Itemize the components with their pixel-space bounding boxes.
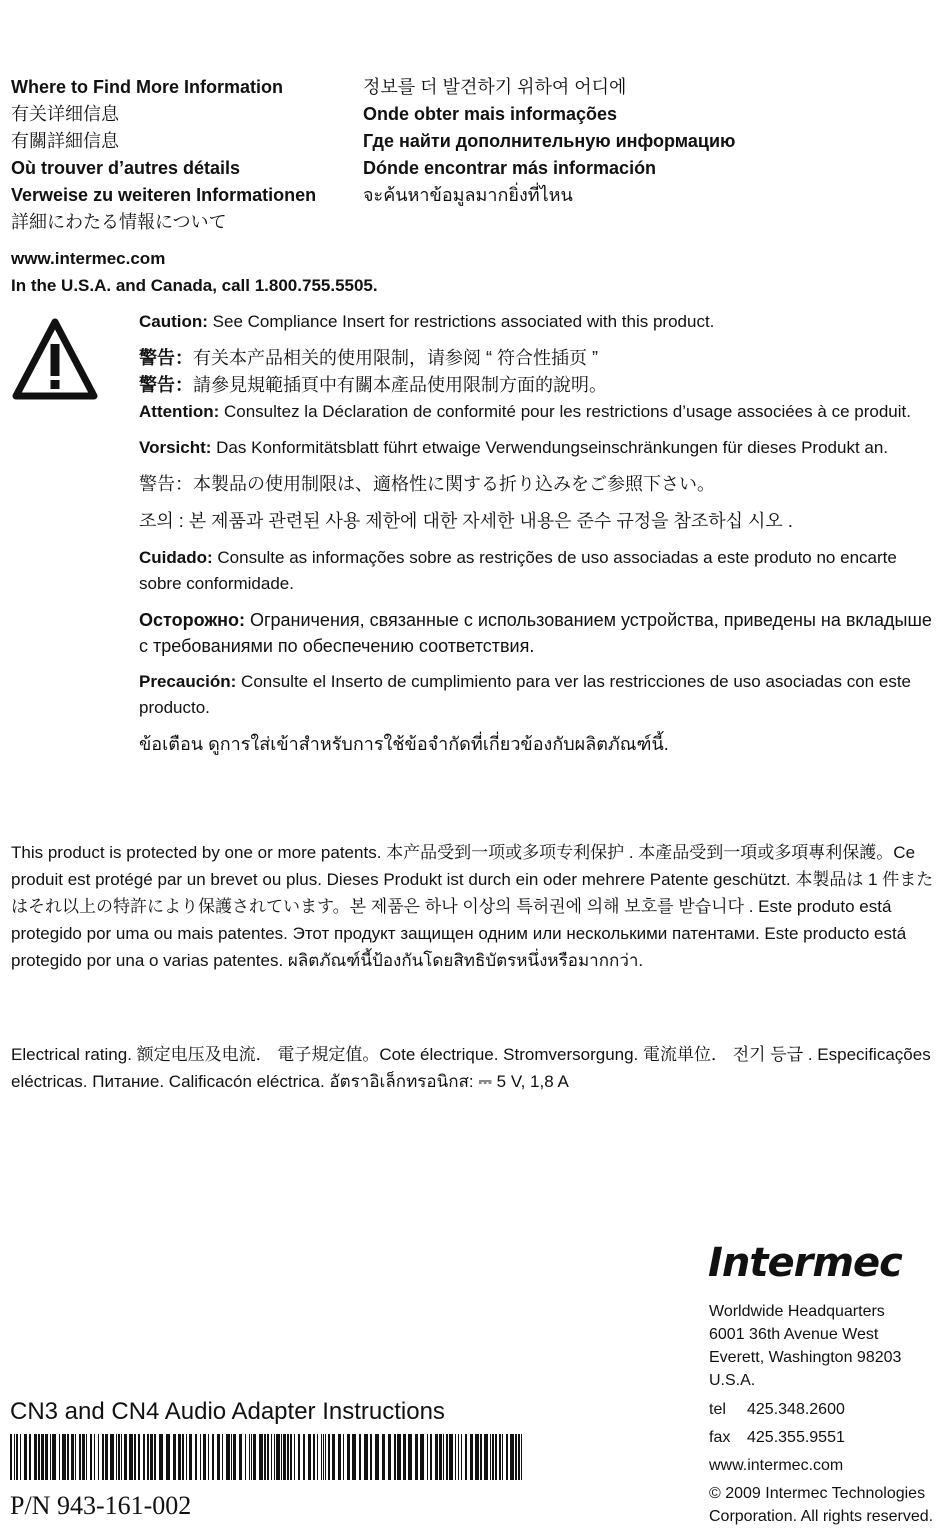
info-heading-pt: Onde obter mais informações (363, 104, 618, 124)
caution-label: Vorsicht: (139, 438, 212, 457)
barcode-bar (239, 1434, 242, 1480)
barcode-bar (110, 1434, 114, 1480)
barcode-bar (116, 1434, 117, 1480)
barcode-bar (420, 1434, 424, 1480)
barcode-bar (328, 1434, 330, 1480)
caution-zh-tw (139, 372, 944, 399)
barcode-bar (408, 1434, 412, 1480)
barcode-bar (121, 1434, 122, 1480)
barcode-bar (323, 1434, 324, 1480)
fax-label: fax (709, 1429, 731, 1446)
barcode-bar (251, 1434, 252, 1480)
barcode-bar (510, 1434, 514, 1480)
barcode-bar (461, 1434, 462, 1480)
barcode-bar (231, 1434, 232, 1480)
caution-ru (139, 607, 944, 659)
caution-text: Consulte as informações sobre as restrições de uso associadas a este produto no encarte sobre conformidade. (139, 548, 897, 593)
caution-text: 警告：本製品の使用制限は、適格性に関する折り込みをご参照下さい。 (139, 474, 715, 494)
patents-notice: This product is protected by one or more patents. 本产品受到一项或多项专利保护 . 本產品受到一項或多項專利保護。Ce produit est protégé par un brevet ou plus. Dieses Produkt ist durch ein oder mehrere Patente geschützt. 本製品は 1 件またはそれ以上の特許により保護されています。본 제품은 하나 이상의 특허권에 의해 보호를 받습니다 . Este produto está protegido por uma ou mais patentes. Этот продукт защищен одним или несколькими патентами. Este producto está protegido por una o varias patentes. ผลิตภัณฑ์นี้ป้องกันโดยสิทธิบัตรหนึ่งหรือมากกว่า. (11, 843, 934, 970)
barcode-bar (124, 1434, 127, 1480)
caution-text: 有关本产品相关的使用限制，请参阅 “ 符合性插页 ” (193, 348, 598, 368)
info-heading-es: Dónde encontrar más información (363, 158, 657, 178)
fax-number: 425.355.9551 (747, 1429, 845, 1446)
caution-th (139, 731, 944, 758)
caution-label: Caution: (139, 312, 208, 331)
barcode-bar (264, 1434, 266, 1480)
barcode-bar (443, 1434, 444, 1480)
barcode-bar (502, 1434, 503, 1480)
barcode-bar (20, 1434, 21, 1480)
barcode-bar (352, 1434, 356, 1480)
caution-es (139, 669, 944, 721)
barcode-bar (382, 1434, 385, 1480)
barcode-bar (62, 1434, 66, 1480)
barcode-bar (449, 1434, 453, 1480)
barcode-bar (495, 1434, 497, 1480)
caution-text: 조의 : 본 제품과 관련된 사용 제한에 대한 자세한 내용은 준수 규정을 참조하십 시오 . (139, 511, 793, 531)
phone-line: In the U.S.A. and Canada, call 1.800.755.5505. (11, 276, 378, 295)
barcode-bar (397, 1434, 401, 1480)
caution-ko (139, 508, 944, 535)
barcode-bar (245, 1434, 246, 1480)
barcode-bar (52, 1434, 56, 1480)
barcode-bar (446, 1434, 448, 1480)
barcode-bar (455, 1434, 456, 1480)
barcode-bar (173, 1434, 176, 1480)
barcode-bar (166, 1434, 170, 1480)
barcode-bar (253, 1434, 256, 1480)
caution-text: Consultez la Déclaration de conformité pour les restrictions d’usage associées à ce produit. (219, 402, 911, 421)
caution-label: Precaución: (139, 672, 237, 691)
barcode-bar (208, 1434, 209, 1480)
barcode-bar (150, 1434, 153, 1480)
caution-text: Ограничения, связанные с использованием устройства, приведены на вкладыше с требованиями по обеспечению соответствия. (139, 610, 932, 656)
barcode-bar (317, 1434, 318, 1480)
barcode-bar (475, 1434, 479, 1480)
copyright: © 2009 Intermec Technologies Corporation. All rights reserved. (709, 1485, 934, 1525)
barcode-bar (321, 1434, 322, 1480)
barcode-bar (506, 1434, 508, 1480)
address-line: 6001 36th Avenue West (709, 1326, 879, 1343)
barcode-bar (521, 1434, 522, 1480)
barcode-bar (308, 1434, 311, 1480)
barcode-bar (222, 1434, 223, 1480)
caution-pt (139, 545, 944, 597)
barcode-bar (430, 1434, 432, 1480)
barcode-bar (195, 1434, 197, 1480)
intermec-logo: Intermec (708, 1240, 902, 1286)
barcode-bar (186, 1434, 187, 1480)
info-heading-fr: Où trouver d’autres détails (11, 158, 241, 178)
barcode-bar (200, 1434, 201, 1480)
caution-en (139, 309, 944, 335)
barcode-bar (147, 1434, 149, 1480)
barcode-bar (38, 1434, 40, 1480)
barcode-bar (439, 1434, 442, 1480)
barcode-bar (14, 1434, 15, 1480)
barcode-bar (143, 1434, 145, 1480)
caution-de (139, 435, 944, 461)
barcode-bar (178, 1434, 181, 1480)
barcode-bar (458, 1434, 459, 1480)
info-heading-en: Where to Find More Information (11, 77, 283, 97)
info-heading-th: จะค้นหาข้อมูลมากยิ่งที่ไหน (363, 185, 573, 205)
info-heading-de: Verweise zu weiteren Informationen (11, 185, 317, 205)
caution-text: 請參見規範插頁中有關本產品使用限制方面的說明。 (193, 375, 607, 395)
caution-text: ข้อเตือน ดูการใส่เข้าสำหรับการใช้ข้อจำกัดที่เกี่ยวข้องกับผลิตภัณฑ์นี้. (139, 734, 669, 754)
barcode-bar (259, 1434, 263, 1480)
barcode-bar (10, 1434, 12, 1480)
barcode-bar (388, 1434, 391, 1480)
barcode-bar (29, 1434, 31, 1480)
barcode-bar (281, 1434, 282, 1480)
barcode-bar (94, 1434, 95, 1480)
barcode-bar (45, 1434, 48, 1480)
document-title: CN3 and CN4 Audio Adapter Instructions (10, 1398, 445, 1425)
barcode-bar (129, 1434, 133, 1480)
barcode-bar (332, 1434, 335, 1480)
tel-label: tel (709, 1401, 726, 1418)
barcode-bar (415, 1434, 418, 1480)
barcode-bar (287, 1434, 289, 1480)
barcode-bar (59, 1434, 60, 1480)
address-line: Everett, Washington 98203 (709, 1349, 902, 1366)
barcode-bar (303, 1434, 305, 1480)
barcode-bar (375, 1434, 379, 1480)
contact-website-link[interactable]: www.intermec.com (709, 1457, 844, 1474)
barcode-bar (203, 1434, 206, 1480)
caution-zh-cn (139, 345, 944, 372)
barcode-bar (283, 1434, 286, 1480)
barcode-bar (490, 1434, 491, 1480)
info-heading-ko: 정보를 더 발견하기 위하여 어디에 (363, 77, 627, 97)
part-number: P/N 943-161-002 (10, 1491, 192, 1520)
info-heading-zh-tw: 有關詳細信息 (11, 131, 119, 151)
electrical-rating: Electrical rating. 额定电压及电流． 電子規定值。Cote électrique. Stromversorgung. 電流単位． 전기 등급 . Especificações eléctricas. Питание. Calificacón eléctrica. อัตราอิเล็กทรอนิกส: ⎓ 5 V, 1,8 A (11, 1045, 931, 1091)
barcode-bar (484, 1434, 488, 1480)
barcode-bar (518, 1434, 520, 1480)
caution-text: Consulte el Inserto de cumplimiento para ver las restricciones de uso asociadas con este producto. (139, 672, 911, 717)
barcode-bar (233, 1434, 236, 1480)
info-heading-zh-cn: 有关详细信息 (11, 104, 119, 124)
barcode-bar (159, 1434, 163, 1480)
info-heading-ja: 詳細にわたる情報について (11, 212, 227, 232)
barcode-bar (98, 1434, 99, 1480)
barcode-bar (492, 1434, 494, 1480)
barcode-bar (515, 1434, 517, 1480)
barcode-bar (290, 1434, 292, 1480)
tel-number: 425.348.2600 (747, 1401, 845, 1418)
barcode-icon (10, 1434, 525, 1480)
barcode-bar (134, 1434, 136, 1480)
barcode-bar (50, 1434, 51, 1480)
caution-label: 警告： (139, 348, 193, 368)
barcode-bar (24, 1434, 27, 1480)
barcode-bar (34, 1434, 37, 1480)
caution-label: Осторожно: (139, 610, 245, 630)
barcode-bar (71, 1434, 74, 1480)
address-line: U.S.A. (709, 1372, 756, 1389)
barcode-bar (189, 1434, 192, 1480)
barcode-bar (41, 1434, 44, 1480)
barcode-bar (102, 1434, 104, 1480)
barcode-bar (86, 1434, 87, 1480)
barcode-bar (325, 1434, 326, 1480)
barcode-bar (338, 1434, 341, 1480)
barcode-bar (138, 1434, 140, 1480)
barcode-bar (249, 1434, 250, 1480)
info-languages-right (363, 74, 923, 209)
barcode-bar (217, 1434, 220, 1480)
barcode-bar (480, 1434, 482, 1480)
barcode-bar (435, 1434, 438, 1480)
barcode-bar (271, 1434, 272, 1480)
barcode-bar (370, 1434, 372, 1480)
barcode-bar (499, 1434, 501, 1480)
barcode-bar (67, 1434, 69, 1480)
barcode-bar (182, 1434, 184, 1480)
barcode-bar (403, 1434, 406, 1480)
barcode-bar (212, 1434, 214, 1480)
caution-text: See Compliance Insert for restrictions associated with this product. (207, 312, 715, 331)
website-link[interactable]: www.intermec.com (11, 249, 166, 268)
barcode-bar (79, 1434, 81, 1480)
barcode-bar (313, 1434, 315, 1480)
barcode-bar (75, 1434, 76, 1480)
barcode-bar (364, 1434, 368, 1480)
barcode-bar (427, 1434, 428, 1480)
info-heading-ru: Где найти дополнительную информацию (363, 131, 736, 151)
barcode-bar (154, 1434, 156, 1480)
caution-label: 警告： (139, 375, 193, 395)
fax-row (709, 1424, 949, 1452)
barcode-bar (359, 1434, 361, 1480)
barcode-bar (298, 1434, 300, 1480)
barcode-bar (90, 1434, 92, 1480)
barcode-bar (347, 1434, 350, 1480)
tel-row (709, 1396, 949, 1424)
barcode-bar (118, 1434, 120, 1480)
caution-block (139, 309, 944, 768)
caution-ja (139, 471, 944, 498)
barcode-bar (470, 1434, 473, 1480)
barcode-bar (267, 1434, 269, 1480)
barcode-bar (105, 1434, 108, 1480)
address-line: Worldwide Headquarters (709, 1303, 885, 1320)
barcode-bar (82, 1434, 85, 1480)
barcode-bar (226, 1434, 230, 1480)
barcode-bar (16, 1434, 18, 1480)
caution-label: Attention: (139, 402, 220, 421)
info-languages-left (11, 74, 356, 236)
barcode-bar (394, 1434, 396, 1480)
barcode-bar (276, 1434, 280, 1480)
barcode-bar (343, 1434, 344, 1480)
caution-text: Das Konformitätsblatt führt etwaige Verwendungseinschränkungen für dieses Produkt an. (211, 438, 889, 457)
caution-fr (139, 399, 944, 425)
headquarters-address (709, 1300, 949, 1528)
barcode-bar (465, 1434, 467, 1480)
barcode-bar (274, 1434, 275, 1480)
barcode-bar (294, 1434, 295, 1480)
warning-triangle-icon (12, 316, 98, 402)
caution-label: Cuidado: (139, 548, 213, 567)
